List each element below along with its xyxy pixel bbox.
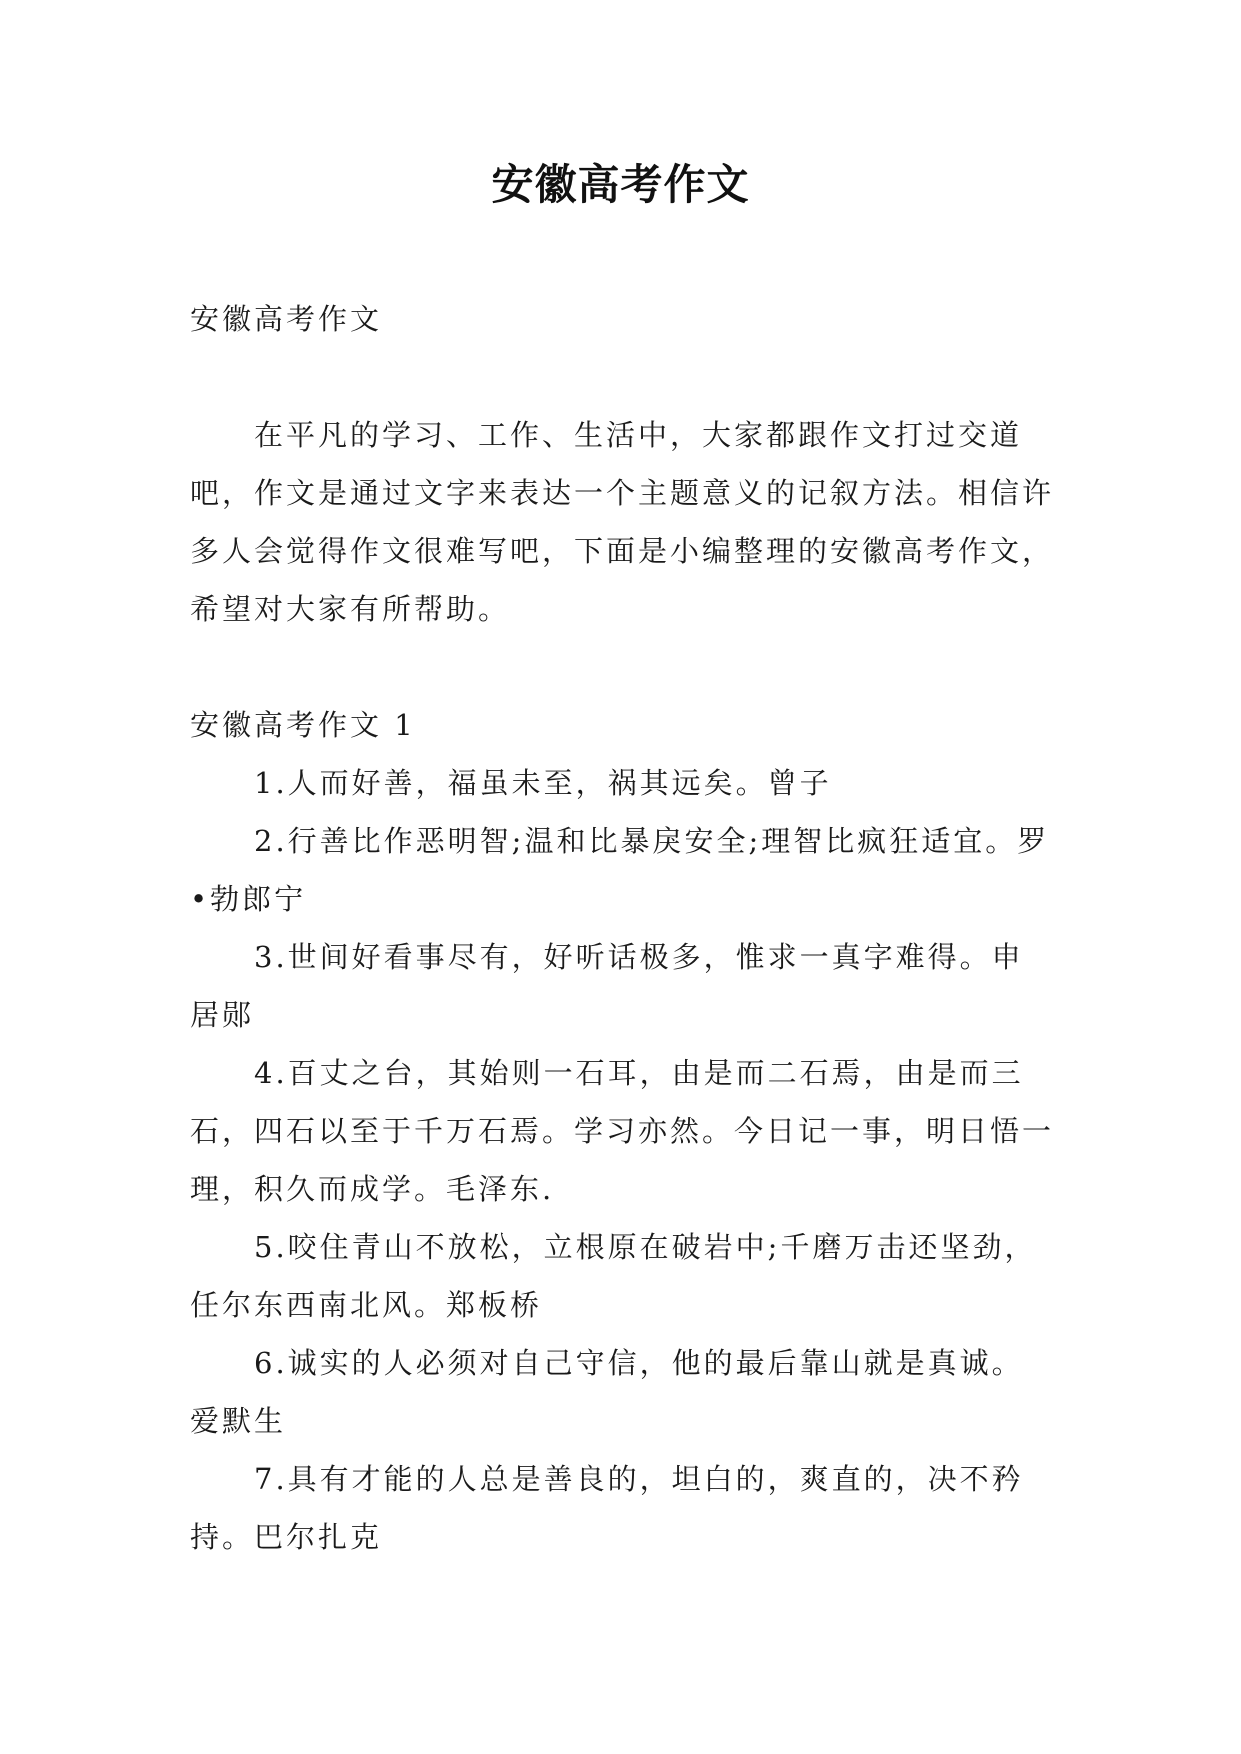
section-heading: 安徽高考作文 1 — [190, 708, 416, 742]
quote-item: 1.人而好善，福虽未至，祸其远矣。曾子 — [254, 766, 832, 800]
quote-item: 6.诚实的人必须对自己守信，他的最后靠山就是真诚。爱默生 — [190, 1346, 1024, 1438]
document-body — [190, 290, 1054, 1566]
quote-item: 2.行善比作恶明智;温和比暴戾安全;理智比疯狂适宜。罗•勃郎宁 — [190, 824, 1050, 916]
quote-item: 7.具有才能的人总是善良的，坦白的，爽直的，决不矜持。巴尔扎克 — [190, 1462, 1024, 1554]
document-title: 安徽高考作文 — [491, 160, 750, 209]
quote-item: 3.世间好看事尽有，好听话极多，惟求一真字难得。申居郧 — [190, 940, 1024, 1032]
quote-item: 5.咬住青山不放松，立根原在破岩中;千磨万击还坚劲，任尔东西南北风。郑板桥 — [190, 1230, 1037, 1322]
intro-paragraph: 在平凡的学习、工作、生活中，大家都跟作文打过交道吧，作文是通过文字来表达一个主题意义的记叙方法。相信许多人会觉得作文很难写吧，下面是小编整理的安徽高考作文，希望对大家有所帮助。 — [190, 418, 1055, 626]
document-subtitle: 安徽高考作文 — [190, 302, 383, 336]
quote-item: 4.百丈之台，其始则一石耳，由是而二石焉，由是而三石，四石以至于千万石焉。学习亦然。今日记一事，明日悟一理，积久而成学。毛泽东. — [190, 1056, 1055, 1206]
